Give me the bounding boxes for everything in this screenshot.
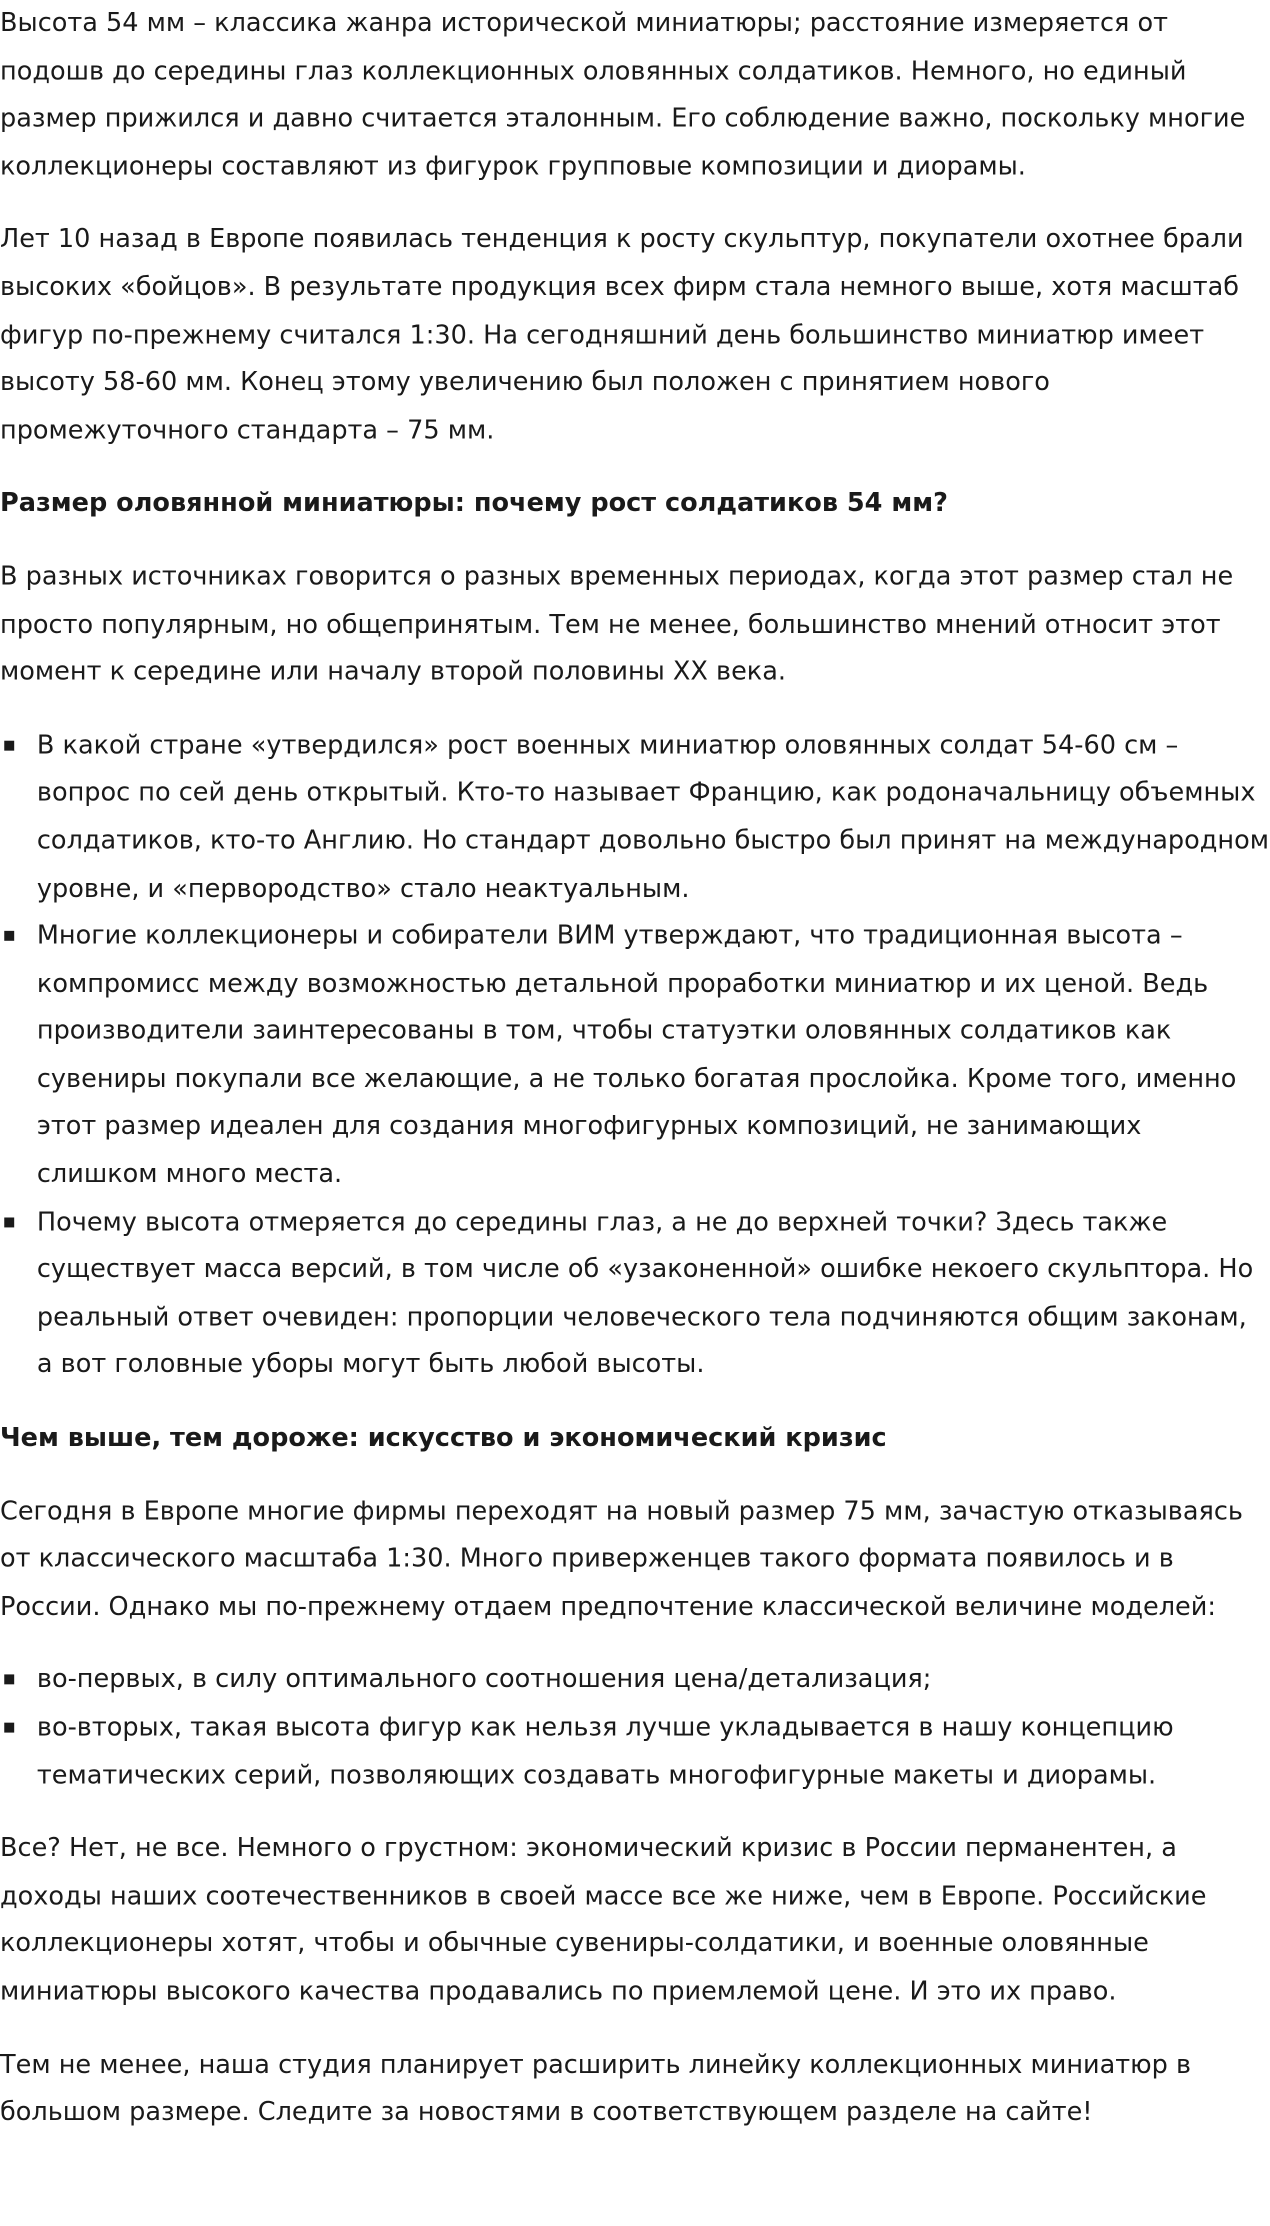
list-item [0, 722, 1270, 913]
list-item-text: Почему высота отмеряется до середины глаз, а не до верхней точки? Здесь также существует масса версий, в том числе об «узаконенной» ошибке некоего скульптора. Но реальный ответ очевиден: пропорции человеческого тела подчиняются общим законам, а вот головные уборы могут быть любой высоты. [36, 1207, 1254, 1380]
list-item-text: во-вторых, такая высота фигур как нельзя лучше укладывается в нашу концепцию тематических серий, позволяющих создавать многофигурные макеты и диорамы. [36, 1712, 1174, 1791]
heading-size-question: Размер оловянной миниатюры: почему рост солдатиков 54 мм? [0, 488, 948, 519]
list-item [0, 913, 1270, 1199]
paragraph-trend: Лет 10 назад в Европе появилась тенденция к росту скульптур, покупатели охотнее брали высоких «бойцов». В результате продукция всех фирм стала немного выше, хотя масштаб фигур по-прежнему считался 1:30. На сегодняшний день большинство миниатюр имеет высоту 58-60 мм. Конец этому увеличению был положен с принятием нового промежуточного стандарта – 75 мм. [0, 224, 1244, 446]
square-bullet-icon [4, 1217, 14, 1227]
paragraph-europe: Сегодня в Европе многие фирмы переходят на новый размер 75 мм, зачастую отказываясь от классического масштаба 1:30. Много приверженцев такого формата появилось и в России. Однако мы по-прежнему отдаем предпочтение классической величине моделей: [0, 1496, 1243, 1622]
paragraph-economy: Все? Нет, не все. Немного о грустном: экономический кризис в России перманентен, а доходы наших соотечественников в своей массе все же ниже, чем в Европе. Российские коллекционеры хотят, чтобы и обычные сувениры-солдатики, и военные оловянные миниатюры высокого качества продавались по приемлемой цене. И это их право. [0, 1833, 1207, 2007]
paragraph-closing: Тем не менее, наша студия планирует расширить линейку коллекционных миниатюр в большом размере. Следите за новостями в соответствующем разделе на сайте! [0, 2049, 1192, 2128]
list-item-text: В какой стране «утвердился» рост военных миниатюр оловянных солдат 54-60 см – вопрос по сей день открытый. Кто-то называет Францию, как родоначальницу объемных солдатиков, кто-то Англию. Но стандарт довольно быстро был принят на международном уровне, и «первородство» стало неактуальным. [36, 730, 1270, 904]
list-item-text: Многие коллекционеры и собиратели ВИМ утверждают, что традиционная высота – компромисс между возможностью детальной проработки миниатюр и их ценой. Ведь производители заинтересованы в том, чтобы статуэтки оловянных солдатиков как сувениры покупали все желающие, а не только богатая прослойка. Кроме того, именно этот размер идеален для создания многофигурных композиций, не занимающих слишком много места. [36, 921, 1237, 1190]
paragraph-history: В разных источниках говорится о разных временных периодах, когда этот размер стал не просто популярным, но общепринятым. Тем не менее, большинство мнений относит этот момент к середине или началу второй половины XX века. [0, 561, 1234, 687]
heading-crisis: Чем выше, тем дороже: искусство и экономический кризис [0, 1423, 887, 1454]
square-bullet-icon [4, 1675, 14, 1685]
bullet-list-origins [0, 722, 1270, 1389]
list-item-text: во-первых, в силу оптимального соотношения цена/детализация; [36, 1665, 932, 1695]
list-item [0, 1657, 1270, 1705]
paragraph-intro: Высота 54 мм – классика жанра исторической миниатюры; расстояние измеряется от подошв до середины глаз коллекционных оловянных солдатиков. Немного, но единый размер прижился и давно считается эталонным. Его соблюдение важно, поскольку многие коллекционеры составляют из фигурок групповые композиции и диорамы. [0, 8, 1246, 182]
square-bullet-icon [4, 931, 14, 941]
square-bullet-icon [4, 1723, 14, 1733]
list-item [0, 1704, 1270, 1799]
list-item [0, 1199, 1270, 1390]
square-bullet-icon [4, 740, 14, 750]
bullet-list-reasons [0, 1657, 1270, 1800]
